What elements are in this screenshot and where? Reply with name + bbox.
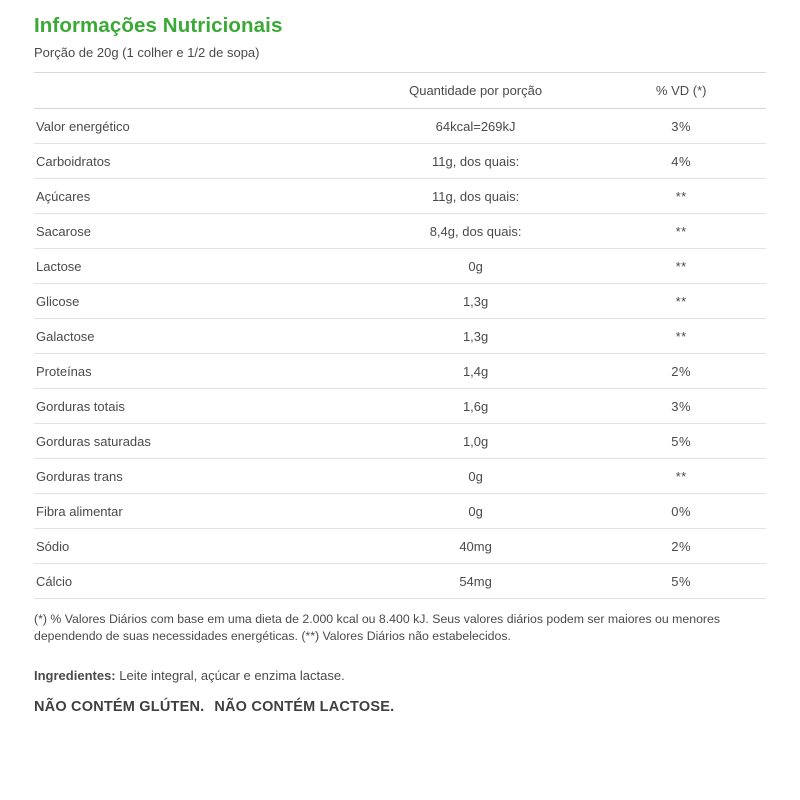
nutrient-quantity: 1,3g	[355, 283, 597, 318]
nutrient-quantity: 1,6g	[355, 388, 597, 423]
column-header-quantity: Quantidade por porção	[355, 73, 597, 109]
nutrient-quantity: 0g	[355, 493, 597, 528]
nutrient-name: Sódio	[34, 528, 355, 563]
nutrient-quantity: 40mg	[355, 528, 597, 563]
table-row	[34, 283, 766, 318]
nutrient-name: Açúcares	[34, 178, 355, 213]
nutrient-vd: 4%	[596, 143, 766, 178]
table-header	[34, 73, 766, 109]
table-row	[34, 388, 766, 423]
nutrient-name: Lactose	[34, 248, 355, 283]
nutrient-vd: 3%	[596, 388, 766, 423]
claim-lactose-free: NÃO CONTÉM LACTOSE.	[214, 699, 395, 716]
nutrient-name: Sacarose	[34, 213, 355, 248]
table-row	[34, 423, 766, 458]
nutrient-name: Cálcio	[34, 563, 355, 598]
nutrient-name: Galactose	[34, 318, 355, 353]
nutrient-name: Gorduras saturadas	[34, 423, 355, 458]
table-header-row	[34, 73, 766, 109]
nutrient-vd: **	[596, 458, 766, 493]
nutrient-quantity: 1,4g	[355, 353, 597, 388]
ingredients-text: Leite integral, açúcar e enzima lactase.	[115, 668, 345, 684]
nutrient-vd: 5%	[596, 423, 766, 458]
table-row	[34, 318, 766, 353]
nutrient-vd: 0%	[596, 493, 766, 528]
nutrient-name: Glicose	[34, 283, 355, 318]
table-row	[34, 108, 766, 143]
table-row	[34, 563, 766, 598]
nutrient-quantity: 8,4g, dos quais:	[355, 213, 597, 248]
claims-line	[34, 699, 766, 715]
nutrition-table	[34, 73, 766, 599]
column-header-nutrient	[34, 73, 355, 109]
nutrient-quantity: 1,0g	[355, 423, 597, 458]
nutrient-name: Fibra alimentar	[34, 493, 355, 528]
table-row	[34, 493, 766, 528]
nutrient-vd: 3%	[596, 108, 766, 143]
nutrient-vd: **	[596, 318, 766, 353]
serving-size-text: Porção de 20g (1 colher e 1/2 de sopa)	[34, 44, 260, 60]
nutrient-vd: 2%	[596, 528, 766, 563]
nutrient-quantity: 0g	[355, 458, 597, 493]
table-body	[34, 108, 766, 598]
column-header-vd: % VD (*)	[596, 73, 766, 109]
nutrient-name: Carboidratos	[34, 143, 355, 178]
nutrient-vd: 5%	[596, 563, 766, 598]
nutrient-quantity: 11g, dos quais:	[355, 143, 597, 178]
nutrient-quantity: 0g	[355, 248, 597, 283]
nutrient-quantity: 11g, dos quais:	[355, 178, 597, 213]
table-row	[34, 458, 766, 493]
nutrient-vd: **	[596, 213, 766, 248]
daily-values-footnote: (*) % Valores Diários com base em uma dieta de 2.000 kcal ou 8.400 kJ. Seus valores diários podem ser maiores ou menores dependendo de suas necessidades energéticas. (**) Valores Diários não estabelecidos.	[34, 611, 720, 644]
nutrient-quantity: 64kcal=269kJ	[355, 108, 597, 143]
nutrient-quantity: 54mg	[355, 563, 597, 598]
table-row	[34, 143, 766, 178]
nutrient-vd: **	[596, 178, 766, 213]
nutrient-vd: 2%	[596, 353, 766, 388]
nutrient-name: Gorduras trans	[34, 458, 355, 493]
page-title: Informações Nutricionais	[34, 14, 283, 37]
nutrient-vd: **	[596, 248, 766, 283]
table-row	[34, 248, 766, 283]
table-row	[34, 178, 766, 213]
nutrient-name: Valor energético	[34, 108, 355, 143]
nutrient-name: Proteínas	[34, 353, 355, 388]
claim-gluten-free: NÃO CONTÉM GLÚTEN.	[34, 699, 205, 716]
nutrient-name: Gorduras totais	[34, 388, 355, 423]
nutrient-vd: **	[596, 283, 766, 318]
nutrient-quantity: 1,3g	[355, 318, 597, 353]
ingredients-label: Ingredientes:	[34, 668, 116, 684]
table-row	[34, 213, 766, 248]
table-row	[34, 528, 766, 563]
ingredients-line	[34, 668, 766, 683]
table-row	[34, 353, 766, 388]
